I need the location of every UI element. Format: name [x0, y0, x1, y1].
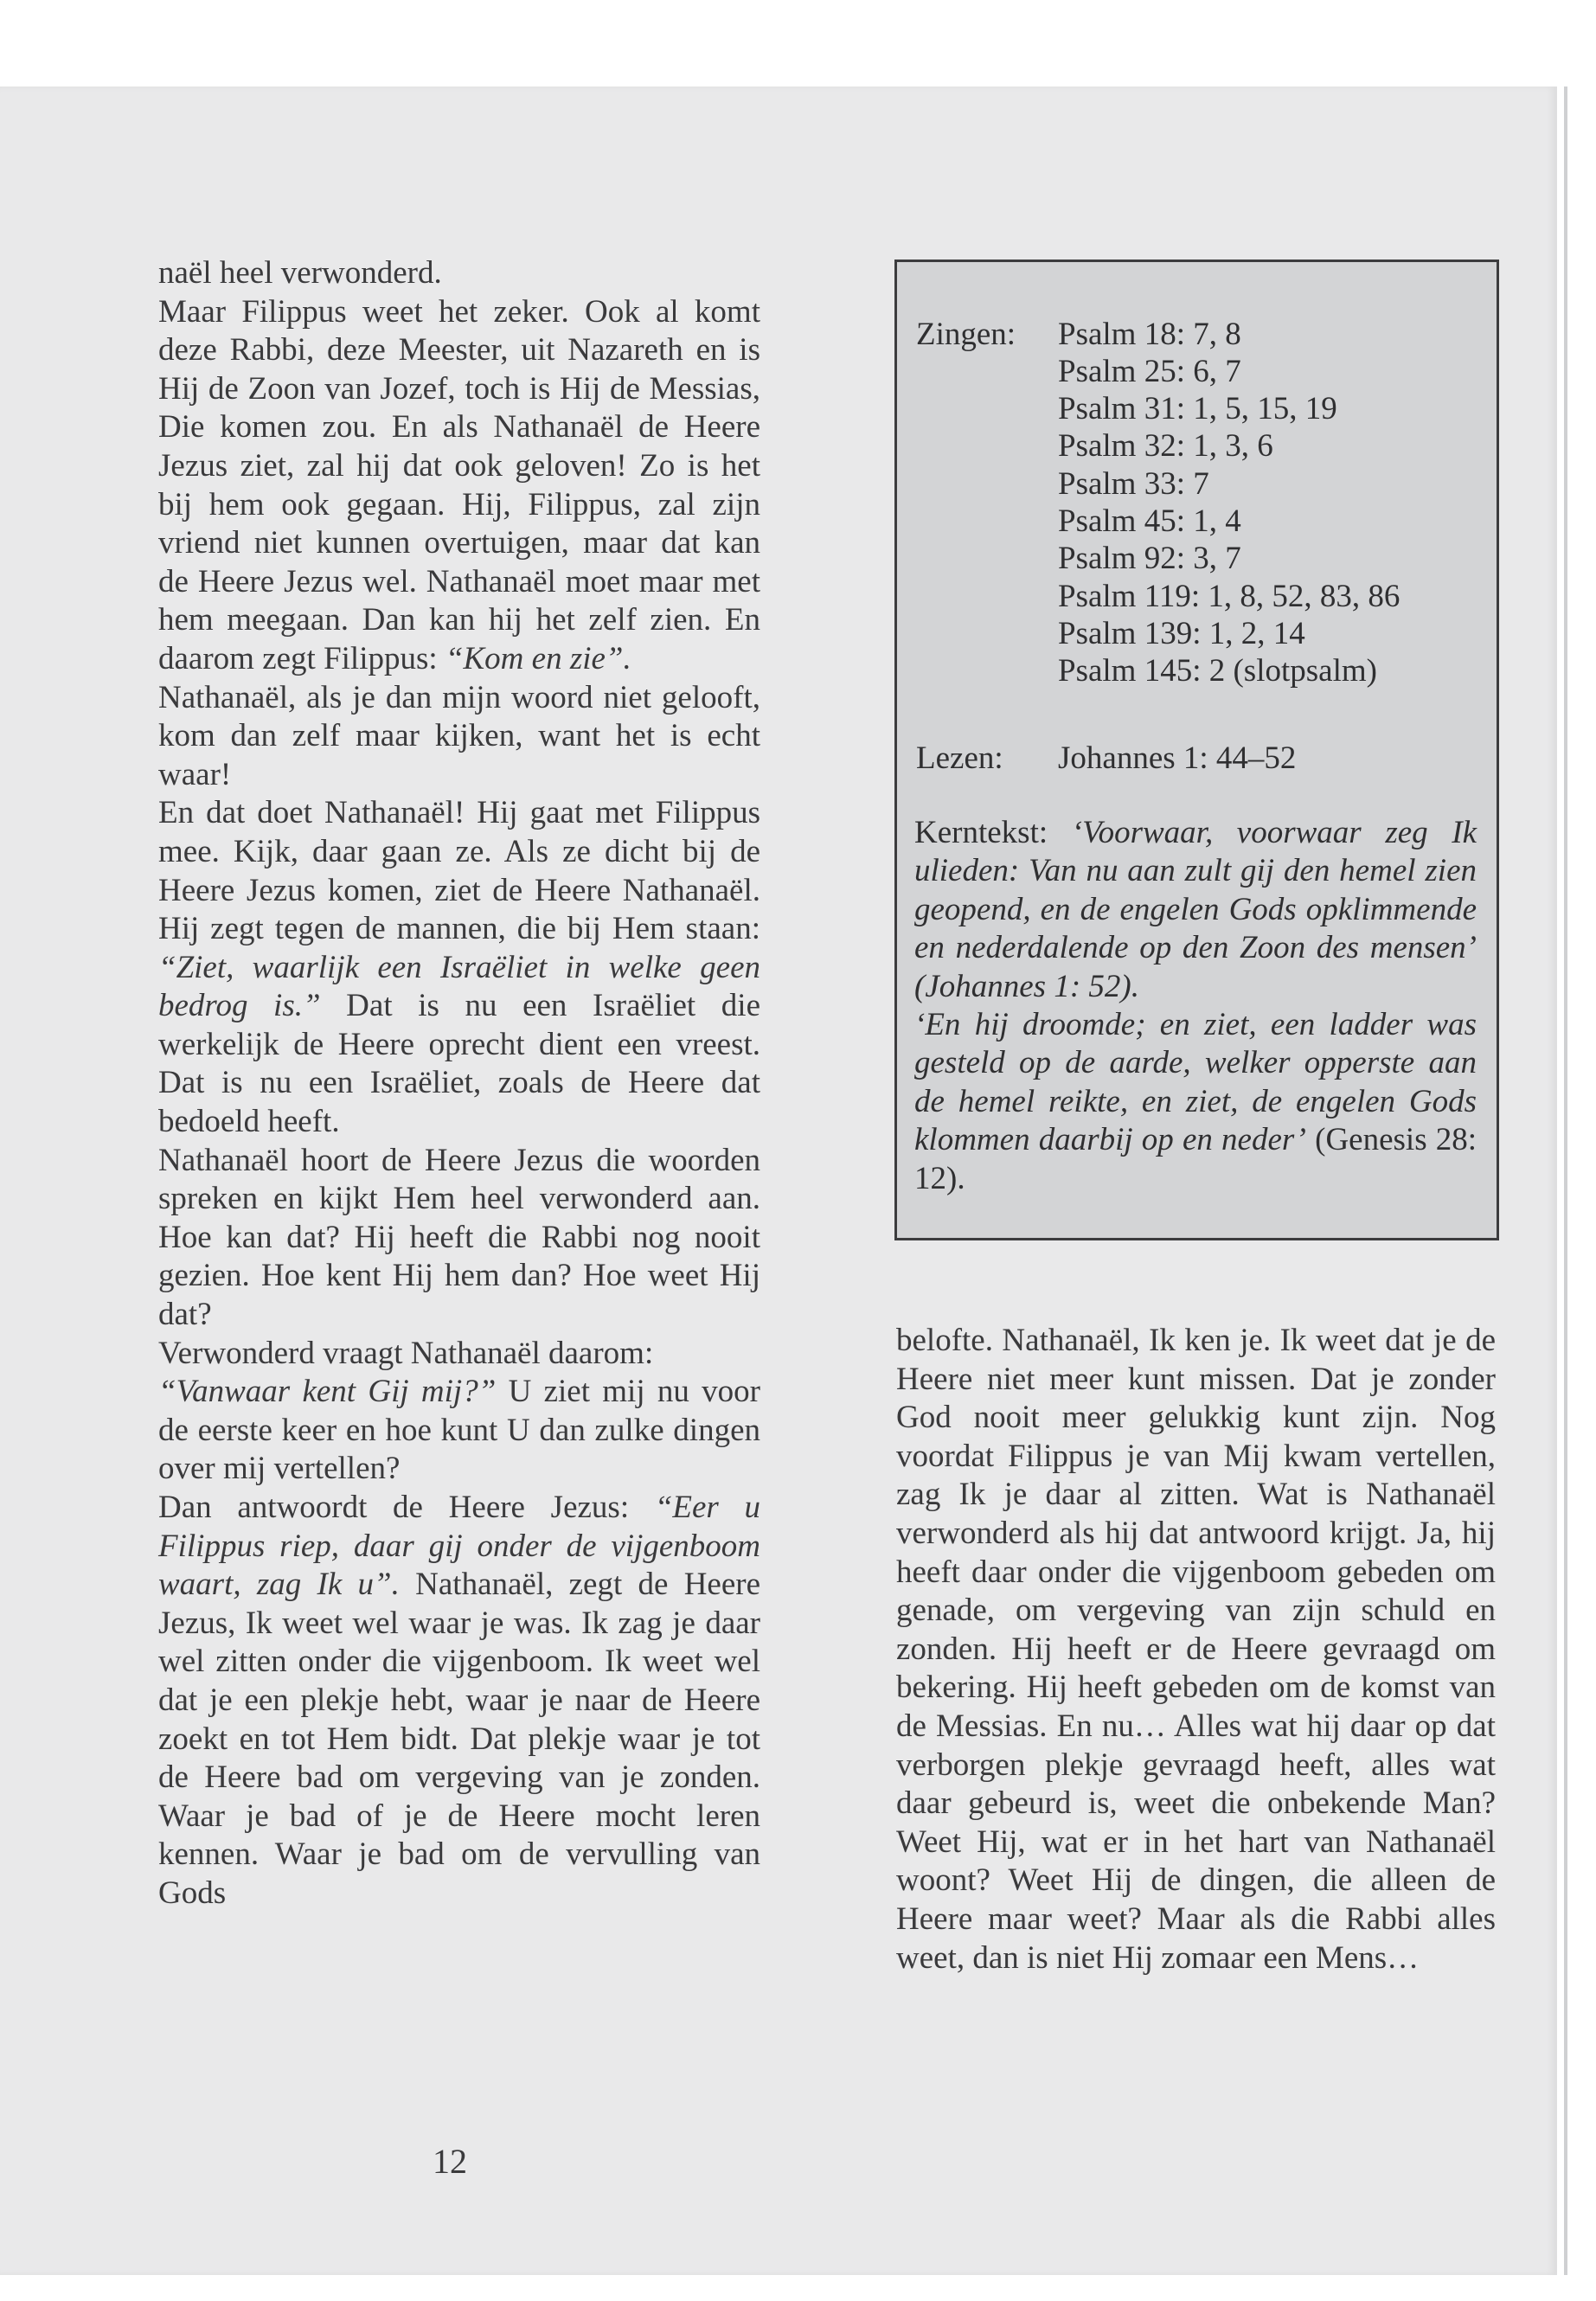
- psalm-line: Psalm 25: 6, 7: [1058, 354, 1241, 389]
- lezen-value: Johannes 1: 44–52: [1058, 740, 1297, 776]
- zingen-label: Zingen:: [916, 317, 1016, 352]
- page-edge: [1564, 87, 1567, 2275]
- psalm-line: Psalm 32: 1, 3, 6: [1058, 428, 1273, 464]
- psalm-line: Psalm 139: 1, 2, 14: [1058, 616, 1305, 651]
- kerntekst: [914, 814, 1477, 1198]
- psalm-line: Psalm 33: 7: [1058, 466, 1209, 502]
- psalm-line: Psalm 119: 1, 8, 52, 83, 86: [1058, 579, 1401, 614]
- paragraph: naël heel verwonderd.: [158, 255, 442, 291]
- liturgy-box: [894, 260, 1499, 1240]
- kerntekst-reference: (Genesis 28: 12).: [914, 1122, 1477, 1196]
- paragraph: belofte. Nathanaël, Ik ken je. Ik weet dat je de Heere niet meer kunt missen. Dat je zonder God nooit meer gelukkig kunt zijn. Nog voordat Filippus je van Mij kwam vertellen, zag Ik je daar al zitten. Wat is Nathanaël verwonderd als hij dat antwoord krijgt. Ja, hij heeft daar onder die vijgenboom gebeden om genade, om vergeving van zijn schuld en zonden. Hij heeft er de Heere gevraagd om bekering. Hij heeft gebeden om de komst van de Messias. En nu… Alles wat hij daar op dat verborgen plekje gevraagd heeft, alles wat daar gebeurd is, weet die onbekende Man? Weet Hij, wat er in het hart van Nathanaël woont? Weet Hij de dingen, die alleen de Heere maar weet? Maar als die Rabbi alles weet, dan is niet Hij zomaar een Mens…: [896, 1323, 1496, 1976]
- lezen-label: Lezen:: [916, 740, 1003, 776]
- psalm-line: Psalm 18: 7, 8: [1058, 317, 1241, 352]
- paragraph: Verwonderd vraagt Nathanaël daarom: “Vanwaar kent Gij mij?” U ziet mij nu voor de eerste keer en hoe kunt U dan zulke dingen over mij vertellen?: [158, 1335, 761, 1487]
- paragraph: Dan antwoordt de Heere Jezus: “Eer u Filippus riep, daar gij onder de vijgenboom waart, zag Ik u”. Nathanaël, zegt de Heere Jezus, Ik weet wel waar je was. Ik zag je daar wel zitten onder die vijgenboom. Ik weet wel dat je een plekje hebt, waar je naar de Heere zoekt en tot Hem bidt. Dat plekje waar je tot de Heere bad om vergeving van je zonden. Waar je bad of je de Heere mocht leren kennen. Waar je bad om de vervulling van Gods: [158, 1490, 761, 1911]
- paragraph: En dat doet Nathanaël! Hij gaat met Filippus mee. Kijk, daar gaan ze. Als ze dicht bij de Heere Jezus komen, ziet de Heere Nathanaël. Hij zegt tegen de mannen, die bij Hem staan: “Ziet, waarlijk een Israëliet in welke geen bedrog is.” Dat is nu een Israëliet die werkelijk de Heere oprecht dient een vreest. Dat is nu een Israëliet, zoals de Heere dat bedoeld heeft.: [158, 795, 760, 1140]
- right-column: [896, 1322, 1496, 1977]
- page-number: 12: [433, 2142, 467, 2181]
- psalm-line: Psalm 145: 2 (slotpsalm): [1058, 653, 1377, 689]
- paragraph: Nathanaël, als je dan mijn woord niet gelooft, kom dan zelf maar kijken, want het is echt waar!: [158, 679, 760, 792]
- psalm-line: Psalm 31: 1, 5, 15, 19: [1058, 391, 1337, 426]
- paragraph: Maar Filippus weet het zeker. Ook al komt deze Rabbi, deze Meester, uit Nazareth en is Hij de Zoon van Jozef, toch is Hij de Messias, Die komen zou. En als Nathanaël de Heere Jezus ziet, zal hij dat ook geloven! Zo is het bij hem ook gegaan. Hij, Filippus, zal zijn vriend niet kunnen overtuigen, maar dat kan de Heere Jezus wel. Nathanaël moet maar met hem meegaan. Dan kan hij het zelf zien. En daarom zegt Filippus: “Kom en zie”.: [158, 293, 760, 676]
- kerntekst-quote: ‘Voorwaar, voorwaar zeg Ik ulieden: Van nu aan zult gij den hemel zien geopend, en de engelen Gods opklimmende en nederdalende op den Zoon des mensen’ (Johannes 1: 52).: [914, 815, 1477, 1004]
- psalm-line: Psalm 92: 3, 7: [1058, 541, 1241, 576]
- psalm-line: Psalm 45: 1, 4: [1058, 503, 1241, 539]
- kerntekst-label: Kerntekst:: [914, 815, 1048, 850]
- left-column: [158, 254, 760, 1913]
- paragraph: Nathanaël hoort de Heere Jezus die woorden spreken en kijkt Hem heel verwonderd aan. Hoe kan dat? Hij heeft die Rabbi nog nooit gezien. Hoe kent Hij hem dan? Hoe weet Hij dat?: [158, 1142, 760, 1333]
- kerntekst-quote: ‘En hij droomde; en ziet, een ladder was gesteld op de aarde, welker opperste aan de hemel reikte, en ziet, de engelen Gods klommen daarbij op en neder’: [914, 1007, 1477, 1158]
